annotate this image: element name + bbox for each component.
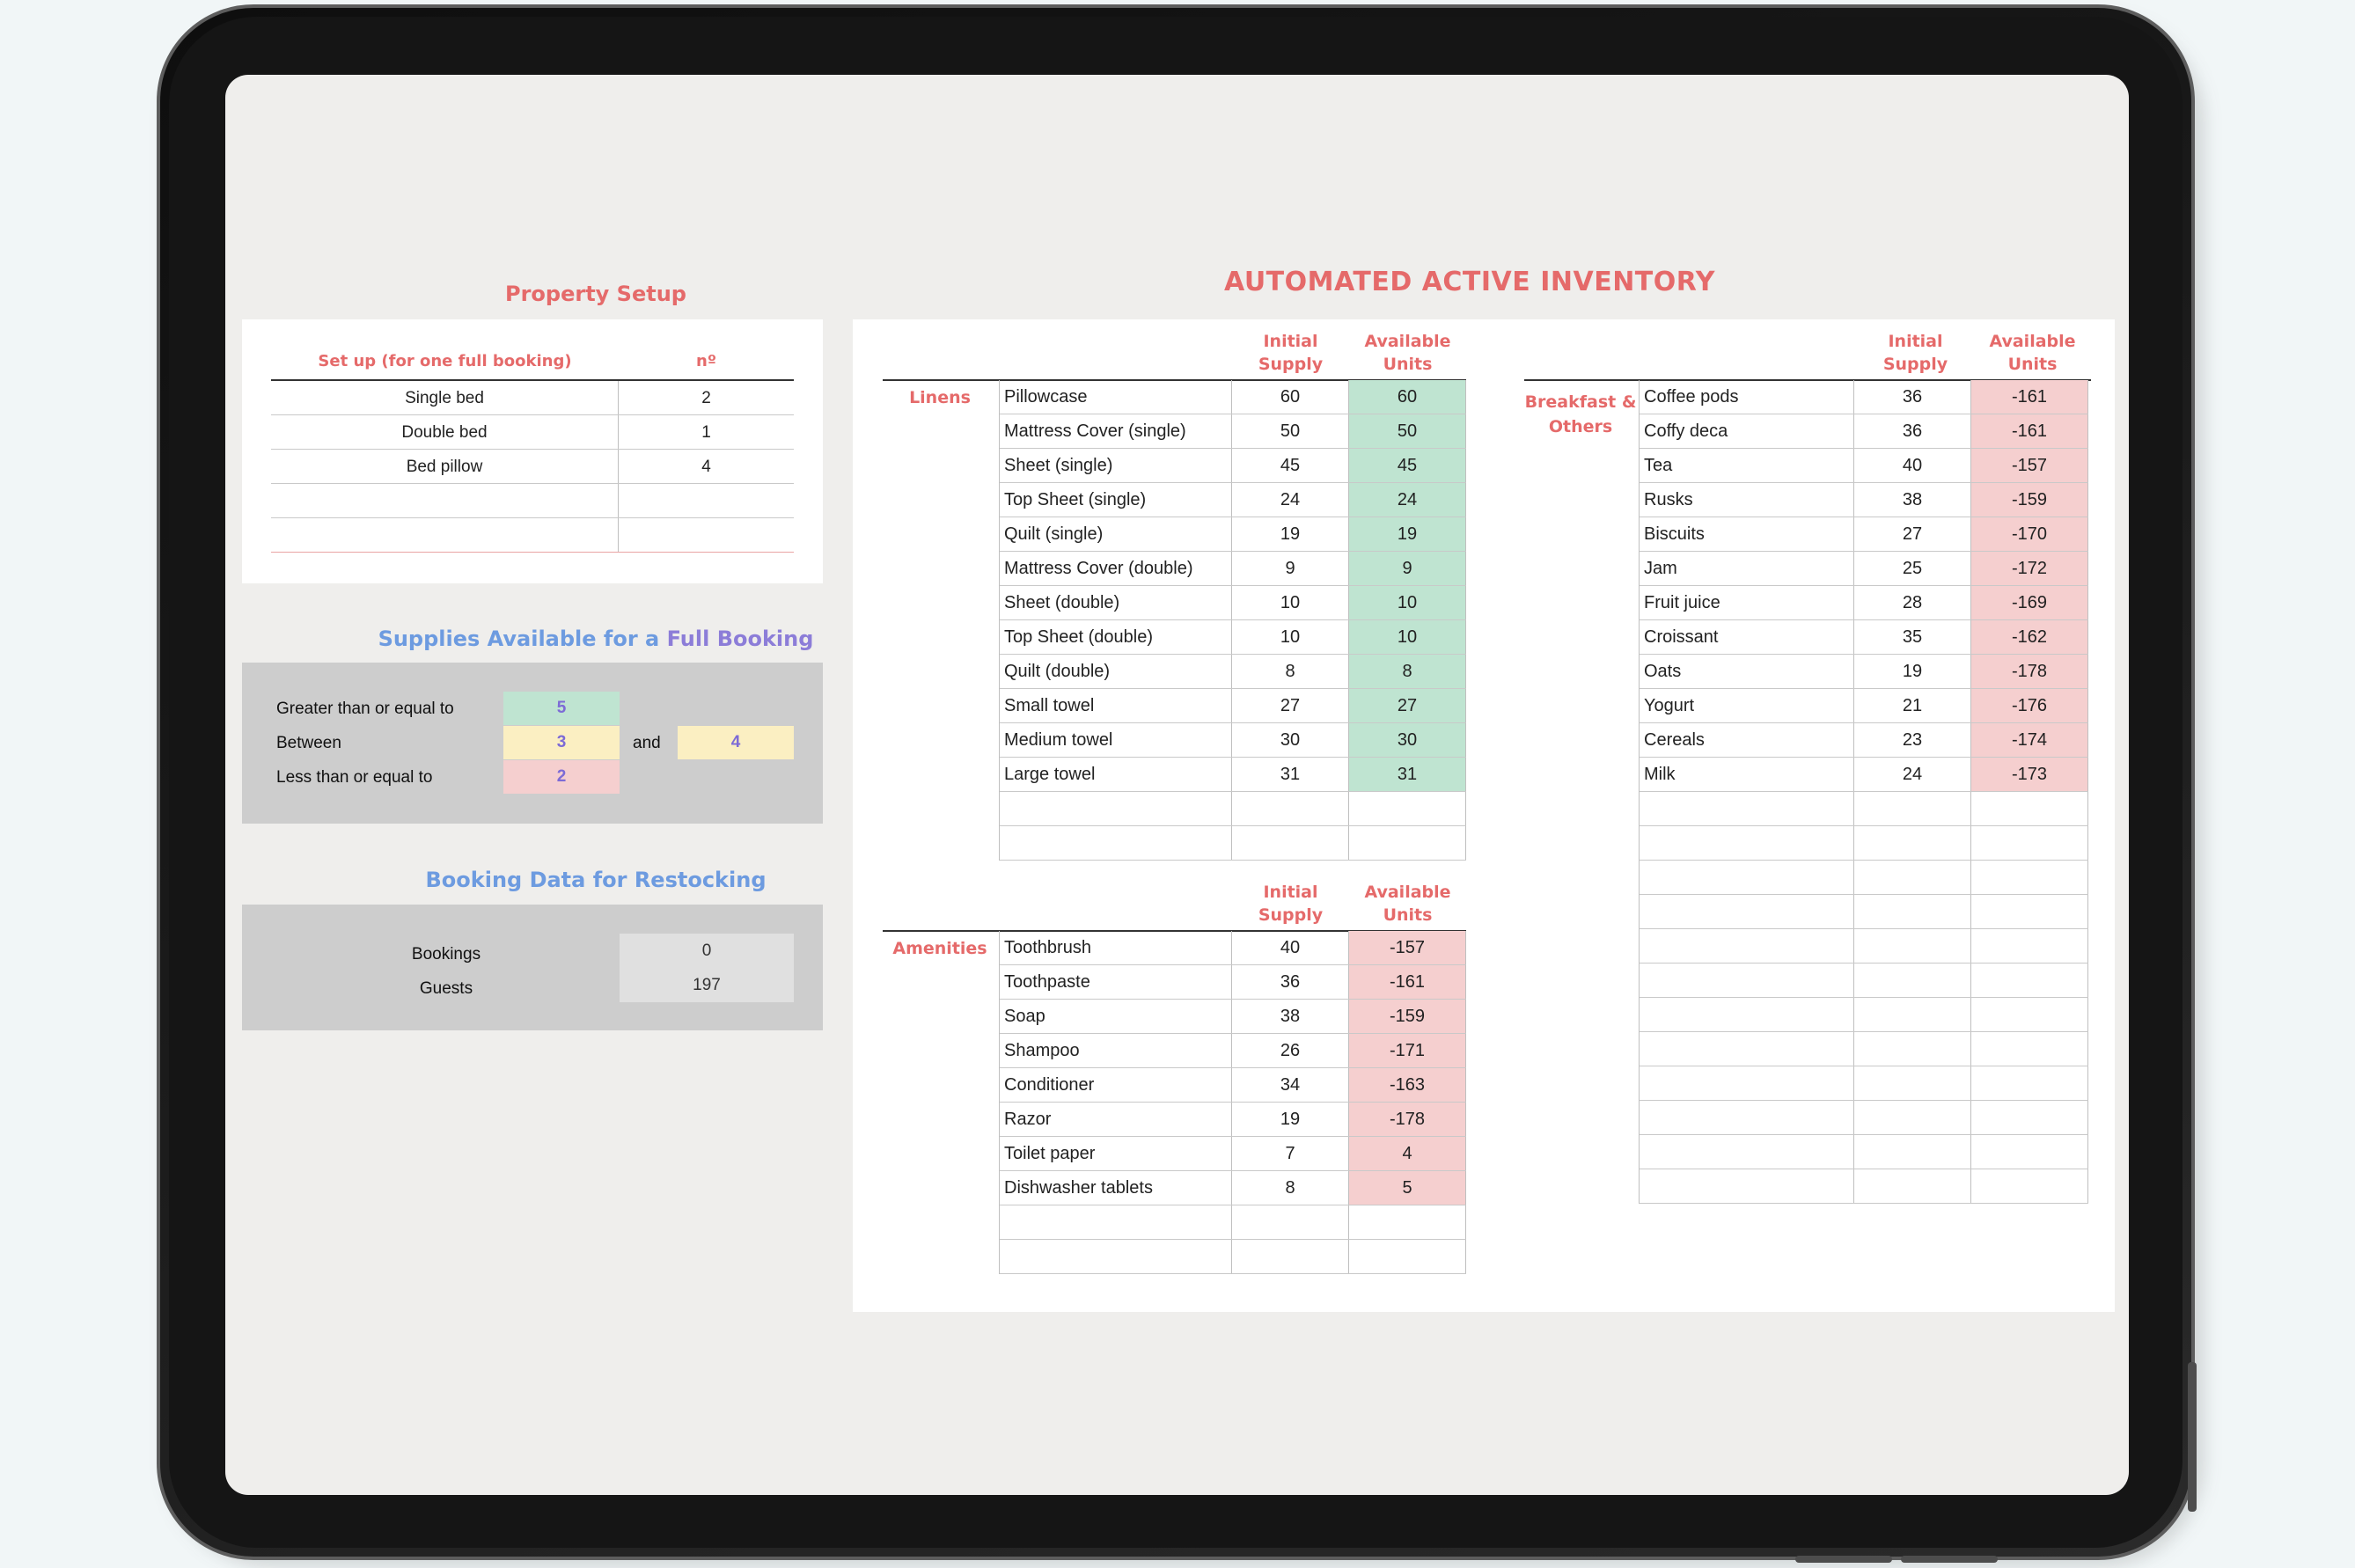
breakfast-table <box>1639 380 2088 1204</box>
greater-label: Greater than or equal to <box>276 700 454 718</box>
inventory-row <box>1000 517 1466 552</box>
initial-supply-cell[interactable]: 36 <box>1854 380 1971 414</box>
available-units-cell <box>1349 1240 1466 1273</box>
and-label: and <box>633 734 661 752</box>
inventory-row <box>1000 552 1466 586</box>
breakfast-available-header <box>1974 330 2091 376</box>
item-name-cell[interactable]: Quilt (single) <box>1000 517 1232 551</box>
available-units-cell <box>1349 826 1466 860</box>
inventory-row <box>1640 758 2088 792</box>
inventory-row <box>1000 689 1466 723</box>
inventory-row <box>1640 964 2088 998</box>
available-units-cell <box>1971 1032 2088 1066</box>
item-name-cell[interactable]: Sheet (single) <box>1000 449 1232 482</box>
available-units-cell: -161 <box>1349 965 1466 999</box>
bookings-label: Bookings <box>411 945 481 964</box>
inventory-card <box>853 319 2115 1312</box>
inventory-row <box>1000 1171 1466 1205</box>
less-label: Less than or equal to <box>276 768 433 787</box>
available-units-cell <box>1349 792 1466 825</box>
initial-supply-cell[interactable]: 60 <box>1232 380 1349 414</box>
amenities-initial-header <box>1232 881 1349 927</box>
available-units-cell: -157 <box>1349 931 1466 964</box>
initial-supply-cell[interactable] <box>1854 929 1971 963</box>
initial-supply-cell[interactable]: 40 <box>1232 931 1349 964</box>
available-units-cell <box>1971 929 2088 963</box>
header-available-line1: Available <box>1364 332 1451 351</box>
item-name-cell[interactable]: Top Sheet (single) <box>1000 483 1232 517</box>
available-units-cell: 10 <box>1349 586 1466 619</box>
initial-supply-cell[interactable]: 19 <box>1232 1103 1349 1136</box>
item-name-cell[interactable] <box>1000 1205 1232 1239</box>
available-units-cell: 4 <box>1349 1137 1466 1170</box>
property-setup-row <box>271 484 794 518</box>
inventory-row <box>1640 826 2088 861</box>
amenities-table <box>999 931 1466 1274</box>
item-name-cell[interactable] <box>1640 1066 1854 1100</box>
inventory-row <box>1000 1000 1466 1034</box>
item-name-cell[interactable]: Rusks <box>1640 483 1854 517</box>
item-name-cell[interactable]: Cereals <box>1640 723 1854 757</box>
inventory-row <box>1000 449 1466 483</box>
item-name-cell[interactable] <box>1640 1169 1854 1203</box>
inventory-row <box>1000 483 1466 517</box>
item-name-cell[interactable]: Toothbrush <box>1000 931 1232 964</box>
inventory-row <box>1000 1240 1466 1274</box>
item-name-cell[interactable] <box>1640 929 1854 963</box>
available-units-cell: -162 <box>1971 620 2088 654</box>
linens-initial-header <box>1232 330 1349 376</box>
header-initial-line2: Supply <box>1258 905 1324 925</box>
setup-count-cell[interactable]: 1 <box>701 423 711 442</box>
available-units-cell: -159 <box>1349 1000 1466 1033</box>
item-name-cell[interactable]: Top Sheet (double) <box>1000 620 1232 654</box>
breakfast-label-line1: Breakfast & <box>1524 392 1637 412</box>
inventory-row <box>1000 1068 1466 1103</box>
header-available-line1: Available <box>1364 883 1451 902</box>
initial-supply-cell[interactable] <box>1854 895 1971 928</box>
item-name-cell[interactable]: Toilet paper <box>1000 1137 1232 1170</box>
item-name-cell[interactable] <box>1000 826 1232 860</box>
initial-supply-cell[interactable] <box>1854 1169 1971 1203</box>
item-name-cell[interactable]: Yogurt <box>1640 689 1854 722</box>
initial-supply-cell[interactable]: 19 <box>1232 517 1349 551</box>
initial-supply-cell[interactable]: 9 <box>1232 552 1349 585</box>
initial-supply-cell[interactable]: 27 <box>1854 517 1971 551</box>
available-units-cell: 8 <box>1349 655 1466 688</box>
inventory-row <box>1640 1169 2088 1204</box>
header-available-line2: Units <box>2007 355 2058 374</box>
property-setup-row <box>271 518 794 553</box>
initial-supply-cell[interactable] <box>1854 1135 1971 1169</box>
header-available-line1: Available <box>1989 332 2076 351</box>
header-initial-line1: Initial <box>1263 883 1318 902</box>
initial-supply-cell[interactable]: 19 <box>1854 655 1971 688</box>
inventory-row <box>1640 1066 2088 1101</box>
available-units-cell: -161 <box>1971 414 2088 448</box>
available-units-cell: 45 <box>1349 449 1466 482</box>
inventory-row <box>1000 380 1466 414</box>
initial-supply-cell[interactable] <box>1854 792 1971 825</box>
inventory-row <box>1000 586 1466 620</box>
initial-supply-cell[interactable] <box>1854 998 1971 1031</box>
item-name-cell[interactable] <box>1640 895 1854 928</box>
inventory-row <box>1640 929 2088 964</box>
available-units-cell <box>1971 1101 2088 1134</box>
initial-supply-cell[interactable] <box>1854 861 1971 894</box>
amenities-available-header <box>1349 881 1466 927</box>
item-name-cell[interactable]: Soap <box>1000 1000 1232 1033</box>
available-units-cell: -161 <box>1971 380 2088 414</box>
item-name-cell[interactable]: Conditioner <box>1000 1068 1232 1102</box>
item-name-cell[interactable] <box>1640 1032 1854 1066</box>
initial-supply-cell[interactable] <box>1854 1032 1971 1066</box>
linens-available-header <box>1349 330 1466 376</box>
less-value-field[interactable]: 2 <box>503 760 620 794</box>
item-name-cell[interactable] <box>1000 792 1232 825</box>
item-name-cell[interactable]: Coffee pods <box>1640 380 1854 414</box>
setup-count-cell[interactable]: 4 <box>701 458 711 476</box>
inventory-row <box>1000 1137 1466 1171</box>
inventory-row <box>1000 723 1466 758</box>
item-name-cell[interactable]: Jam <box>1640 552 1854 585</box>
item-name-cell[interactable] <box>1640 1101 1854 1134</box>
initial-supply-cell[interactable]: 36 <box>1232 965 1349 999</box>
inventory-row <box>1640 1032 2088 1066</box>
inventory-row <box>1000 792 1466 826</box>
bottom-button <box>1795 1556 1892 1563</box>
inventory-row <box>1640 723 2088 758</box>
initial-supply-cell[interactable]: 38 <box>1232 1000 1349 1033</box>
available-units-cell: -174 <box>1971 723 2088 757</box>
initial-supply-cell[interactable]: 38 <box>1854 483 1971 517</box>
item-name-cell[interactable] <box>1640 1135 1854 1169</box>
item-name-cell[interactable]: Coffy deca <box>1640 414 1854 448</box>
available-units-cell: 9 <box>1349 552 1466 585</box>
initial-supply-cell[interactable]: 24 <box>1854 758 1971 791</box>
item-name-cell[interactable]: Fruit juice <box>1640 586 1854 619</box>
available-units-cell: 5 <box>1349 1171 1466 1205</box>
inventory-row <box>1640 586 2088 620</box>
supplies-card <box>242 663 823 824</box>
available-units-cell: 50 <box>1349 414 1466 448</box>
property-setup-row <box>271 450 794 484</box>
bottom-button <box>1901 1556 1998 1563</box>
initial-supply-cell[interactable]: 30 <box>1232 723 1349 757</box>
property-setup-title: Property Setup <box>505 282 686 306</box>
inventory-row <box>1000 931 1466 965</box>
inventory-row <box>1000 965 1466 1000</box>
available-units-cell: -157 <box>1971 449 2088 482</box>
initial-supply-cell[interactable] <box>1854 1066 1971 1100</box>
item-name-cell[interactable]: Large towel <box>1000 758 1232 791</box>
initial-supply-cell[interactable]: 7 <box>1232 1137 1349 1170</box>
inventory-row <box>1000 758 1466 792</box>
item-name-cell[interactable]: Pillowcase <box>1000 380 1232 414</box>
property-setup-card <box>242 319 823 583</box>
setup-item-cell[interactable]: Double bed <box>271 415 619 449</box>
breakfast-label <box>1524 390 1637 439</box>
initial-supply-cell[interactable] <box>1854 1101 1971 1134</box>
setup-count-cell[interactable] <box>619 518 794 552</box>
bookings-value[interactable]: 0 <box>701 942 712 960</box>
initial-supply-cell[interactable]: 34 <box>1232 1068 1349 1102</box>
initial-supply-cell[interactable]: 28 <box>1854 586 1971 619</box>
item-name-cell[interactable]: Croissant <box>1640 620 1854 654</box>
initial-supply-cell[interactable] <box>1232 792 1349 825</box>
setup-item-cell[interactable]: Single bed <box>271 381 619 414</box>
guests-value[interactable]: 197 <box>693 976 721 994</box>
initial-supply-cell[interactable]: 24 <box>1232 483 1349 517</box>
initial-supply-cell[interactable]: 31 <box>1232 758 1349 791</box>
available-units-cell: -173 <box>1971 758 2088 791</box>
available-units-cell: 60 <box>1349 380 1466 414</box>
inventory-row <box>1640 998 2088 1032</box>
available-units-cell: 30 <box>1349 723 1466 757</box>
inventory-title: AUTOMATED ACTIVE INVENTORY <box>1224 267 1715 297</box>
between-low-field[interactable]: 3 <box>503 726 620 759</box>
inventory-row <box>1000 826 1466 861</box>
header-available-line2: Units <box>1383 355 1433 374</box>
available-units-cell: -163 <box>1349 1068 1466 1102</box>
inventory-row <box>1640 483 2088 517</box>
setup-count-cell[interactable] <box>619 484 794 517</box>
available-units-cell: -178 <box>1971 655 2088 688</box>
available-units-cell: -176 <box>1971 689 2088 722</box>
initial-supply-cell[interactable]: 26 <box>1232 1034 1349 1067</box>
available-units-cell <box>1971 861 2088 894</box>
item-name-cell[interactable]: Mattress Cover (double) <box>1000 552 1232 585</box>
item-name-cell[interactable]: Razor <box>1000 1103 1232 1136</box>
inventory-row <box>1640 792 2088 826</box>
available-units-cell: -171 <box>1349 1034 1466 1067</box>
property-setup-row <box>271 415 794 450</box>
available-units-cell <box>1971 792 2088 825</box>
initial-supply-cell[interactable]: 50 <box>1232 414 1349 448</box>
amenities-label: Amenities <box>892 939 987 958</box>
header-initial-line2: Supply <box>1882 355 1948 374</box>
item-name-cell[interactable] <box>1640 792 1854 825</box>
header-initial-line1: Initial <box>1263 332 1318 351</box>
initial-supply-cell[interactable]: 25 <box>1854 552 1971 585</box>
initial-supply-cell[interactable]: 36 <box>1854 414 1971 448</box>
available-units-cell: -178 <box>1349 1103 1466 1136</box>
tablet-screen <box>225 75 2129 1495</box>
item-name-cell[interactable]: Medium towel <box>1000 723 1232 757</box>
initial-supply-cell[interactable]: 35 <box>1854 620 1971 654</box>
initial-supply-cell[interactable]: 21 <box>1854 689 1971 722</box>
booking-data-card <box>242 905 823 1030</box>
item-name-cell[interactable] <box>1640 861 1854 894</box>
setup-column-header: Set up (for one full booking) <box>318 352 572 370</box>
available-units-cell <box>1971 895 2088 928</box>
inventory-row <box>1000 1034 1466 1068</box>
available-units-cell: 10 <box>1349 620 1466 654</box>
inventory-row <box>1000 620 1466 655</box>
item-name-cell[interactable] <box>1640 826 1854 860</box>
initial-supply-cell[interactable] <box>1232 826 1349 860</box>
available-units-cell <box>1971 998 2088 1031</box>
linens-table <box>999 380 1466 861</box>
initial-supply-cell[interactable] <box>1854 964 1971 997</box>
item-name-cell[interactable]: Toothpaste <box>1000 965 1232 999</box>
initial-supply-cell[interactable]: 45 <box>1232 449 1349 482</box>
item-name-cell[interactable]: Dishwasher tablets <box>1000 1171 1232 1205</box>
greater-value-field[interactable]: 5 <box>503 692 620 725</box>
header-initial-line1: Initial <box>1888 332 1943 351</box>
initial-supply-cell[interactable]: 27 <box>1232 689 1349 722</box>
available-units-cell: 31 <box>1349 758 1466 791</box>
item-name-cell[interactable]: Sheet (double) <box>1000 586 1232 619</box>
item-name-cell[interactable]: Quilt (double) <box>1000 655 1232 688</box>
supplies-title-part2: Full Booking <box>666 626 814 651</box>
inventory-row <box>1640 414 2088 449</box>
available-units-cell <box>1971 1135 2088 1169</box>
setup-item-cell[interactable] <box>271 518 619 552</box>
item-name-cell[interactable]: Oats <box>1640 655 1854 688</box>
header-initial-line2: Supply <box>1258 355 1324 374</box>
inventory-row <box>1640 552 2088 586</box>
initial-supply-cell[interactable] <box>1854 826 1971 860</box>
supplies-title-part1: Supplies Available for a <box>378 626 667 651</box>
available-units-cell <box>1971 1169 2088 1203</box>
available-units-cell <box>1349 1205 1466 1239</box>
inventory-row <box>1000 414 1466 449</box>
inventory-row <box>1640 655 2088 689</box>
inventory-row <box>1000 655 1466 689</box>
available-units-cell: 19 <box>1349 517 1466 551</box>
item-name-cell[interactable]: Small towel <box>1000 689 1232 722</box>
property-setup-row <box>271 381 794 415</box>
breakfast-initial-header <box>1857 330 1974 376</box>
setup-item-cell[interactable] <box>271 484 619 517</box>
between-label: Between <box>276 734 341 752</box>
inventory-row <box>1640 1135 2088 1169</box>
initial-supply-cell[interactable] <box>1232 1205 1349 1239</box>
initial-supply-cell[interactable]: 10 <box>1232 586 1349 619</box>
available-units-cell: -170 <box>1971 517 2088 551</box>
available-units-cell <box>1971 1066 2088 1100</box>
inventory-row <box>1640 861 2088 895</box>
initial-supply-cell[interactable] <box>1232 1240 1349 1273</box>
item-name-cell[interactable] <box>1640 998 1854 1031</box>
inventory-row <box>1000 1205 1466 1240</box>
available-units-cell: -169 <box>1971 586 2088 619</box>
count-column-header: nº <box>696 352 716 370</box>
available-units-cell: -159 <box>1971 483 2088 517</box>
inventory-row <box>1000 1103 1466 1137</box>
item-name-cell[interactable]: Mattress Cover (single) <box>1000 414 1232 448</box>
guests-label: Guests <box>419 979 473 998</box>
booking-data-title: Booking Data for Restocking <box>425 868 767 892</box>
item-name-cell[interactable] <box>1640 964 1854 997</box>
initial-supply-cell[interactable]: 10 <box>1232 620 1349 654</box>
inventory-row <box>1640 380 2088 414</box>
header-available-line2: Units <box>1383 905 1433 925</box>
available-units-cell: -172 <box>1971 552 2088 585</box>
available-units-cell <box>1971 964 2088 997</box>
linens-label: Linens <box>909 388 971 407</box>
initial-supply-cell[interactable]: 8 <box>1232 1171 1349 1205</box>
item-name-cell[interactable] <box>1000 1240 1232 1273</box>
between-high-field[interactable]: 4 <box>678 726 794 759</box>
item-name-cell[interactable]: Tea <box>1640 449 1854 482</box>
inventory-row <box>1640 895 2088 929</box>
initial-supply-cell[interactable]: 8 <box>1232 655 1349 688</box>
inventory-row <box>1640 689 2088 723</box>
available-units-cell <box>1971 826 2088 860</box>
initial-supply-cell[interactable]: 40 <box>1854 449 1971 482</box>
inventory-row <box>1640 517 2088 552</box>
setup-count-cell[interactable]: 2 <box>701 389 711 407</box>
side-button <box>2188 1362 2197 1512</box>
setup-item-cell[interactable]: Bed pillow <box>271 450 619 483</box>
item-name-cell[interactable]: Biscuits <box>1640 517 1854 551</box>
breakfast-label-line2: Others <box>1548 417 1613 436</box>
inventory-row <box>1640 620 2088 655</box>
available-units-cell: 27 <box>1349 689 1466 722</box>
initial-supply-cell[interactable]: 23 <box>1854 723 1971 757</box>
inventory-row <box>1640 1101 2088 1135</box>
item-name-cell[interactable]: Shampoo <box>1000 1034 1232 1067</box>
available-units-cell: 24 <box>1349 483 1466 517</box>
inventory-row <box>1640 449 2088 483</box>
item-name-cell[interactable]: Milk <box>1640 758 1854 791</box>
